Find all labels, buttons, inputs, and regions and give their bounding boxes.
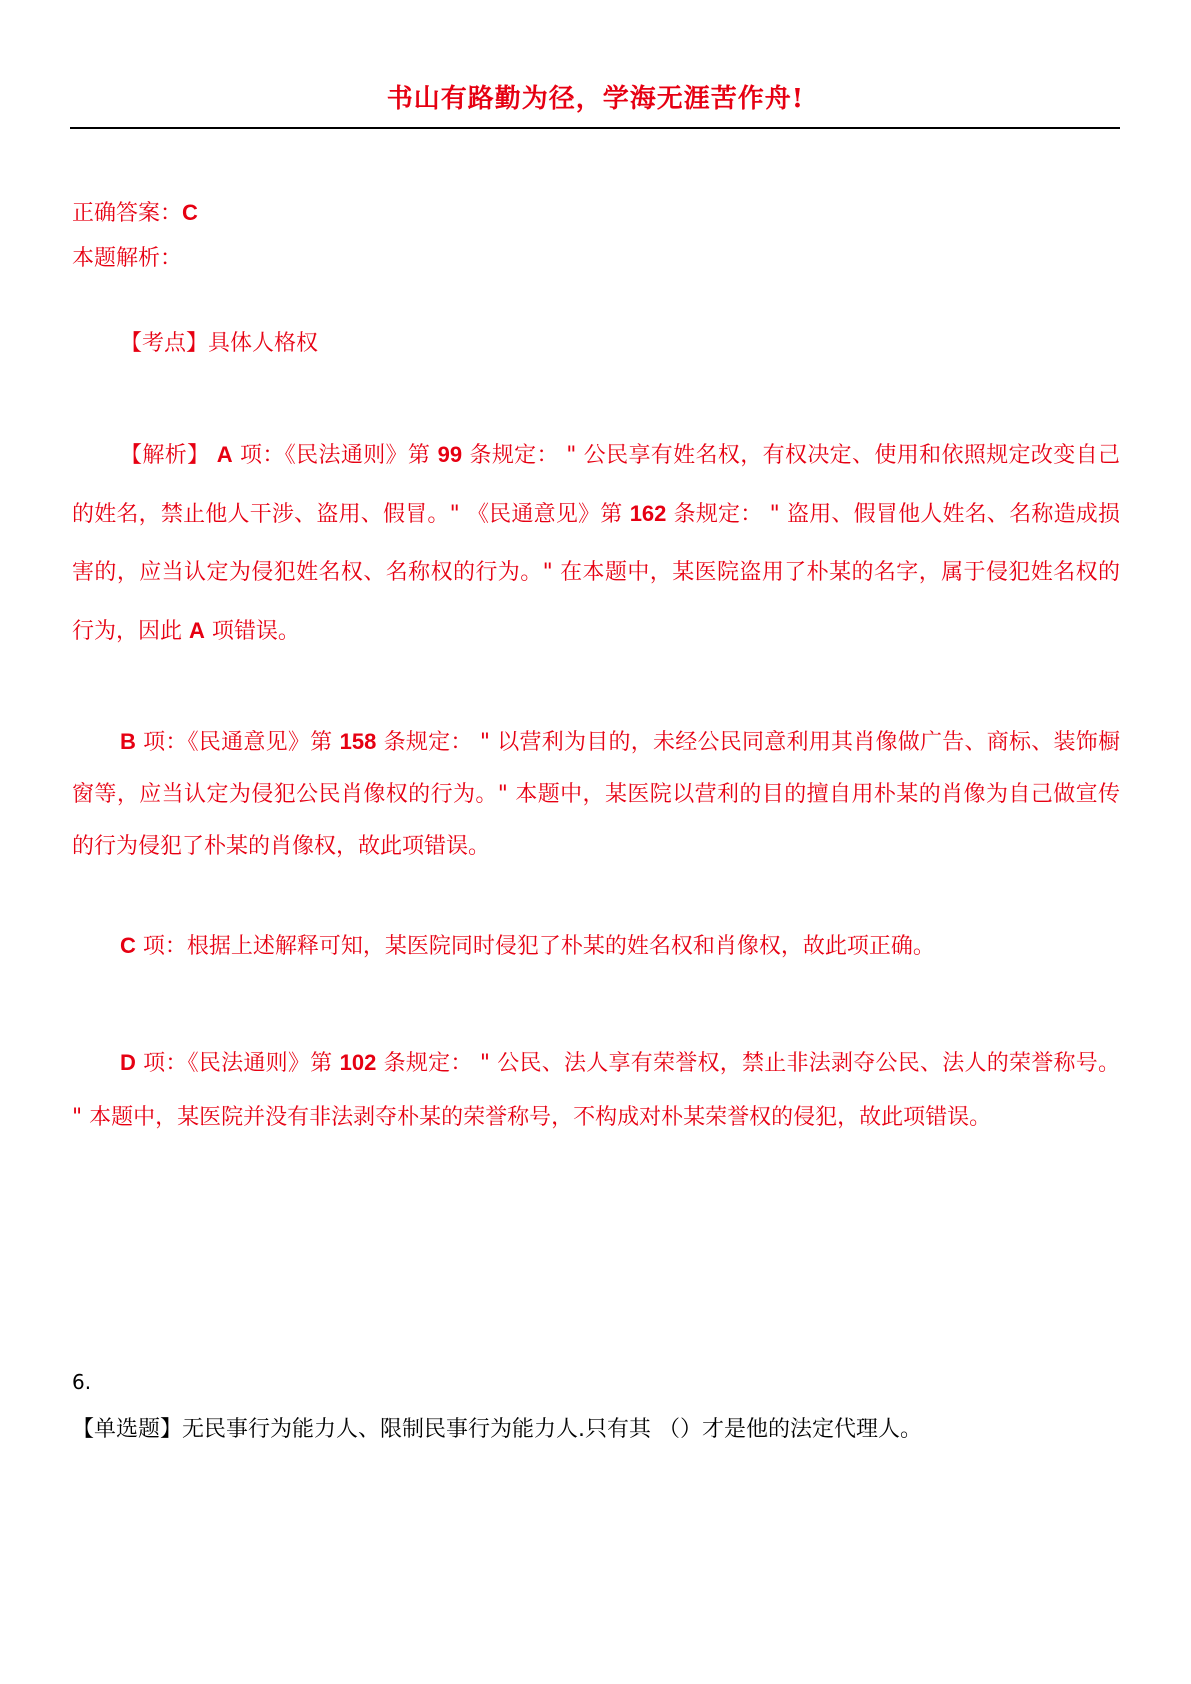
header-divider [70, 127, 1120, 129]
analysis-item-b: B 项：《民通意见》第 158 条规定： " 以营利为目的，未经公民同意利用其肖像做广告、商标、装饰橱窗等，应当认定为侵犯公民肖像权的行为。" 本题中，某医院以营利的目的擅自用朴某的肖像为自己做宣传的行为侵犯了朴某的肖像权，故此项错误。 [72, 729, 1120, 859]
analysis-item-d: D 项：《民法通则》第 102 条规定： " 公民、法人享有荣誉权，禁止非法剥夺公民、法人的荣誉称号。 " 本题中，某医院并没有非法剥夺朴某的荣誉称号，不构成对朴某荣誉权的侵犯，故此项错误。 [72, 1050, 1120, 1130]
kaodian-heading: 【考点】具体人格权 [120, 331, 319, 356]
analysis-label: 本题解析： [72, 246, 183, 271]
correct-answer-label: 正确答案： [72, 201, 183, 226]
correct-answer-value: C [182, 200, 198, 225]
question-number: 6. [72, 1370, 92, 1394]
analysis-item-a: 【解析】 A 项：《民法通则》第 99 条规定： " 公民享有姓名权，有权决定、使用和依照规定改变自己的姓名，禁止他人干涉、盗用、假冒。" 《民通意见》第 162 条规定： " 盗用、假冒他人姓名、名称造成损害的，应当认定为侵犯姓名权、名称权的行为。" 在本题中，某医院盗用了朴某的名字，属于侵犯姓名权的行为，因此 A 项错误。 [72, 442, 1121, 644]
page-header-title: 书山有路勤为径，学海无涯苦作舟! [386, 84, 805, 114]
correct-answer-line [72, 196, 198, 227]
analysis-item-c: C 项：根据上述解释可知，某医院同时侵犯了朴某的姓名权和肖像权，故此项正确。 [120, 933, 935, 959]
question-text: 【单选题】无民事行为能力人、限制民事行为能力人.只有其 （）才是他的法定代理人。 [72, 1417, 922, 1442]
